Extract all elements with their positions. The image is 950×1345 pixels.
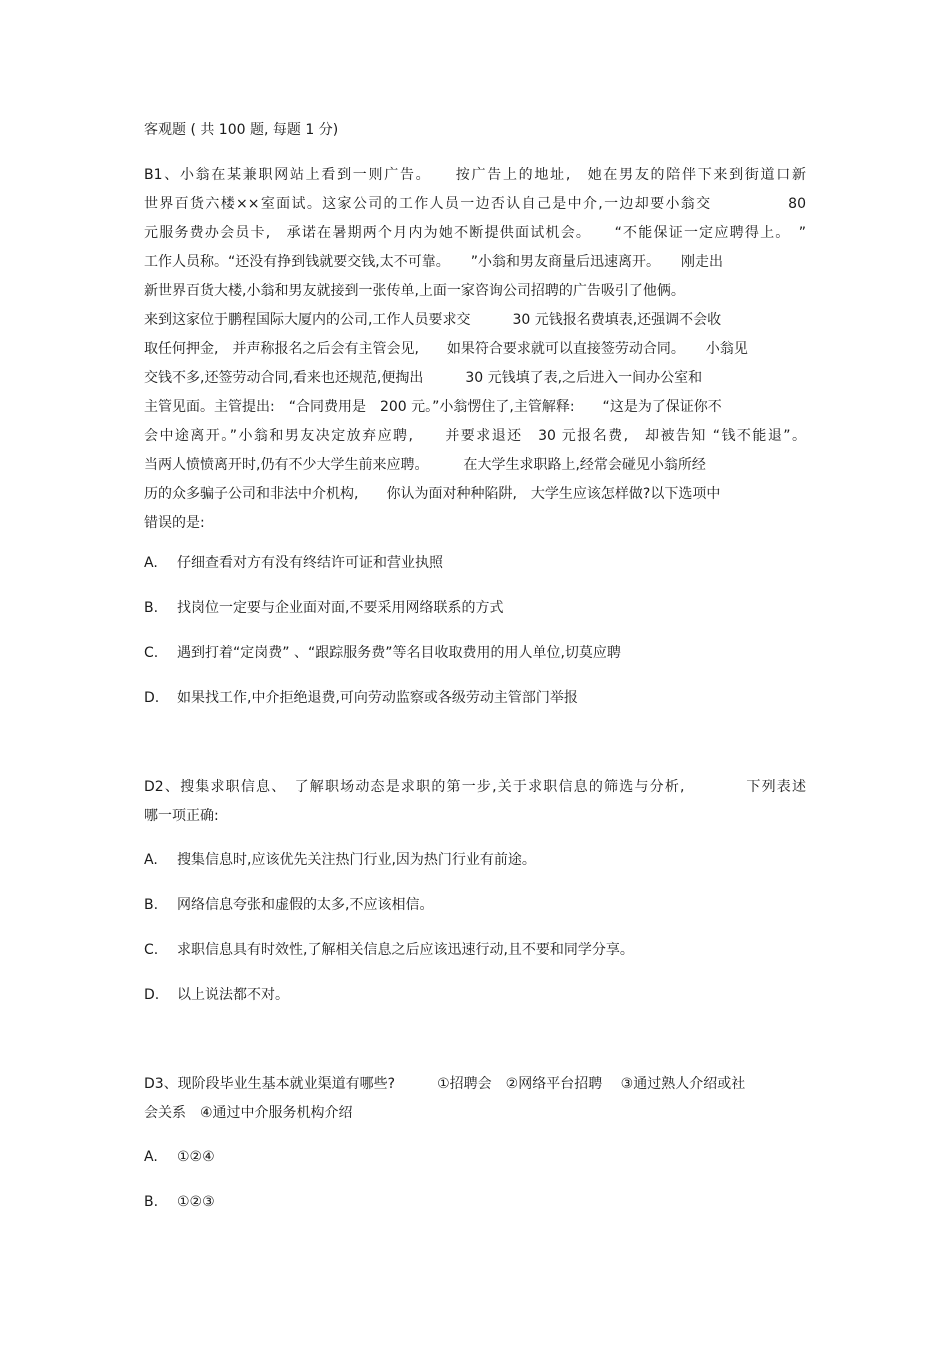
stem-line: 元服务费办会员卡, 承诺在暑期两个月内为她不断提供面试机会。 “不能保证一定应聘得上。 ” xyxy=(144,225,806,241)
option-letter: C. xyxy=(144,645,159,661)
question-3-option-a[interactable] xyxy=(144,1147,215,1167)
option-letter: A. xyxy=(144,852,158,868)
question-1-option-d[interactable] xyxy=(144,688,578,708)
question-2-option-b[interactable] xyxy=(144,895,433,915)
stem-line: 错误的是: xyxy=(144,515,205,531)
stem-line: D2、搜集求职信息、 了解职场动态是求职的第一步,关于求职信息的筛选与分析, 下列表述 xyxy=(144,779,806,795)
option-text: 找岗位一定要与企业面对面,不要采用网络联系的方式 xyxy=(177,600,504,616)
option-letter: D. xyxy=(144,987,160,1003)
option-letter: B. xyxy=(144,600,159,616)
stem-line: D3、现阶段毕业生基本就业渠道有哪些? ①招聘会 ②网络平台招聘 ③通过熟人介绍或社 xyxy=(144,1076,746,1092)
question-2-option-a[interactable] xyxy=(144,850,536,870)
question-2-option-d[interactable] xyxy=(144,985,289,1005)
option-letter: B. xyxy=(144,1194,159,1210)
stem-line: 来到这家位于鹏程国际大厦内的公司,工作人员要求交 30 元钱报名费填表,还强调不会收 xyxy=(144,312,722,328)
stem-line: 世界百货六楼××室面试。这家公司的工作人员一边否认自己是中介,一边却要小翁交 80 xyxy=(144,196,806,212)
option-text: ①②④ xyxy=(177,1149,215,1165)
question-1-stem xyxy=(144,165,806,542)
option-text: ①②③ xyxy=(177,1194,215,1210)
question-1-option-b[interactable] xyxy=(144,598,503,618)
option-letter: B. xyxy=(144,897,159,913)
stem-line: 会中途离开。”小翁和男友决定放弃应聘, 并要求退还 30 元报名费, 却被告知 “钱不能退”。 xyxy=(144,428,806,444)
option-text: 仔细查看对方有没有终结许可证和营业执照 xyxy=(177,555,443,571)
option-letter: A. xyxy=(144,1149,158,1165)
option-letter: A. xyxy=(144,555,158,571)
stem-line: 取任何押金, 并声称报名之后会有主管会见, 如果符合要求就可以直接签劳动合同。 小翁见 xyxy=(144,341,748,357)
question-1-option-a[interactable] xyxy=(144,553,443,573)
option-letter: D. xyxy=(144,690,160,706)
option-text: 如果找工作,中介拒绝退费,可向劳动监察或各级劳动主管部门举报 xyxy=(177,690,578,706)
question-2-option-c[interactable] xyxy=(144,940,634,960)
option-letter: C. xyxy=(144,942,159,958)
option-text: 以上说法都不对。 xyxy=(177,987,289,1003)
option-text: 网络信息夸张和虚假的太多,不应该相信。 xyxy=(177,897,434,913)
section-header: 客观题 ( 共 100 题, 每题 1 分) xyxy=(144,122,339,138)
stem-line: 新世界百货大楼,小翁和男友就接到一张传单,上面一家咨询公司招聘的广告吸引了他俩。 xyxy=(144,283,685,299)
option-text: 搜集信息时,应该优先关注热门行业,因为热门行业有前途。 xyxy=(177,852,536,868)
question-3-option-b[interactable] xyxy=(144,1192,215,1212)
question-3-stem xyxy=(144,1074,806,1132)
option-text: 遇到打着“定岗费” 、“跟踪服务费”等名目收取费用的用人单位,切莫应聘 xyxy=(177,645,621,661)
stem-line: 历的众多骗子公司和非法中介机构, 你认为面对种种陷阱, 大学生应该怎样做?以下选项中 xyxy=(144,486,721,502)
stem-line: B1、小翁在某兼职网站上看到一则广告。 按广告上的地址, 她在男友的陪伴下来到街道口新 xyxy=(144,167,806,183)
stem-line: 当两人愤愤离开时,仍有不少大学生前来应聘。 在大学生求职路上,经常会碰见小翁所经 xyxy=(144,457,706,473)
stem-line: 哪一项正确: xyxy=(144,808,219,824)
stem-line: 工作人员称。“还没有挣到钱就要交钱,太不可靠。 ”小翁和男友商量后迅速离开。 刚走出 xyxy=(144,254,723,270)
stem-line: 交钱不多,还签劳动合同,看来也还规范,便掏出 30 元钱填了表,之后进入一间办公室和 xyxy=(144,370,703,386)
question-1-option-c[interactable] xyxy=(144,643,621,663)
option-text: 求职信息具有时效性,了解相关信息之后应该迅速行动,且不要和同学分享。 xyxy=(177,942,634,958)
stem-line: 主管见面。主管提出: “合同费用是 200 元。”小翁愣住了,主管解释: “这是为了保证你不 xyxy=(144,399,722,415)
question-2-stem xyxy=(144,777,806,835)
stem-line: 会关系 ④通过中介服务机构介绍 xyxy=(144,1105,353,1121)
